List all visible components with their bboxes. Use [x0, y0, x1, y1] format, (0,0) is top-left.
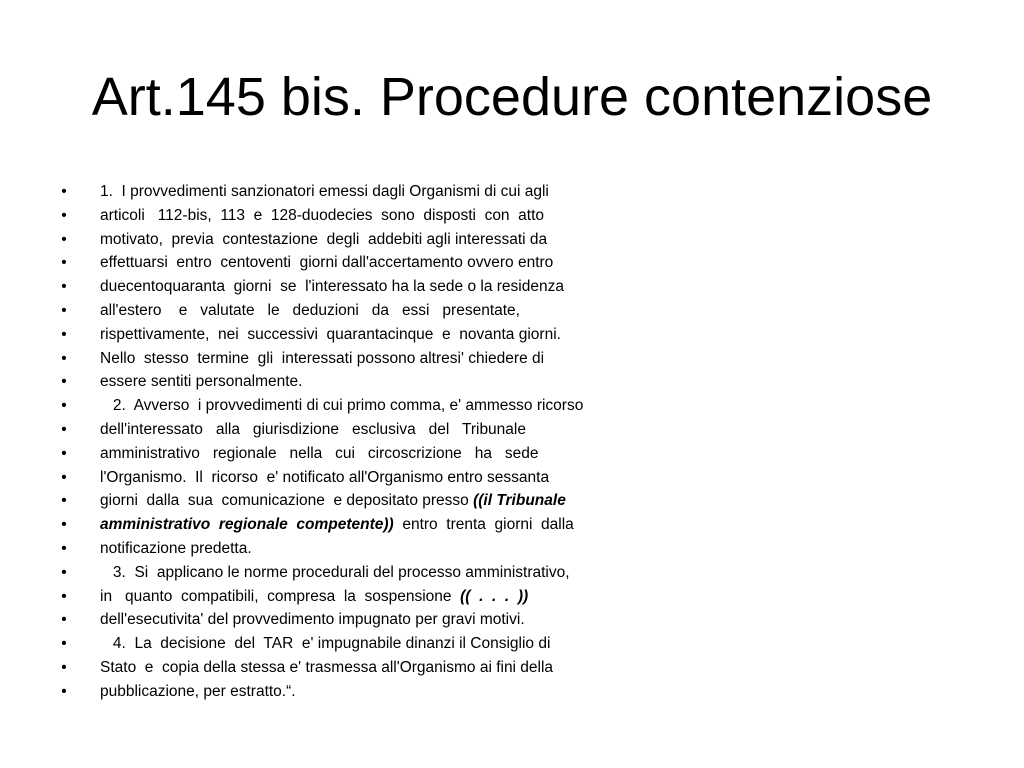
list-item-text	[100, 466, 549, 490]
list-item-text	[100, 680, 296, 704]
bullet-icon: •	[61, 635, 67, 653]
list-item	[58, 299, 758, 323]
bullet-icon: •	[61, 373, 67, 391]
list-item-text	[100, 513, 574, 537]
list-item	[58, 608, 758, 632]
list-item	[58, 489, 758, 513]
list-item	[58, 513, 758, 537]
slide-title: Art.145 bis. Procedure contenziose	[91, 67, 933, 127]
plain-text: all'estero e valutate le deduzioni da essi presentate,	[100, 301, 520, 319]
bullet-icon: •	[61, 444, 67, 462]
bullet-icon: •	[61, 325, 67, 343]
plain-text: amministrativo regionale nella cui circoscrizione ha sede	[100, 444, 539, 462]
bullet-icon: •	[61, 278, 67, 296]
list-item-text	[100, 561, 570, 585]
list-item	[58, 347, 758, 371]
bullet-icon: •	[61, 587, 67, 605]
bullet-icon: •	[61, 492, 67, 510]
list-item	[58, 180, 758, 204]
list-item-text	[100, 180, 549, 204]
list-item-text	[100, 394, 583, 418]
bullet-icon: •	[61, 349, 67, 367]
list-item	[58, 228, 758, 252]
plain-text: duecentoquaranta giorni se l'interessato ha la sede o la residenza	[100, 278, 564, 296]
plain-text: Nello stesso termine gli interessati possono altresi' chiedere di	[100, 349, 545, 367]
bullet-icon: •	[61, 682, 67, 700]
plain-text: motivato, previa contestazione degli addebiti agli interessati da	[100, 230, 548, 248]
list-item	[58, 323, 758, 347]
list-item-text	[100, 656, 553, 680]
list-item	[58, 561, 758, 585]
bullet-icon: •	[61, 563, 67, 581]
bullet-icon: •	[61, 230, 67, 248]
list-item	[58, 442, 758, 466]
list-item	[58, 656, 758, 680]
plain-text: dell'esecutivita' del provvedimento impugnato per gravi motivi.	[100, 611, 525, 629]
plain-text: Stato e copia della stessa e' trasmessa all'Organismo ai fini della	[100, 658, 554, 676]
bullet-icon: •	[61, 539, 67, 557]
list-item-text	[100, 418, 526, 442]
bullet-list	[58, 180, 758, 704]
list-item	[58, 585, 758, 609]
list-item-text	[100, 251, 553, 275]
bullet-icon: •	[61, 516, 67, 534]
bullet-icon: •	[61, 301, 67, 319]
plain-text: l'Organismo. Il ricorso e' notificato all'Organismo entro sessanta	[100, 468, 550, 486]
list-item	[58, 466, 758, 490]
plain-text: 2. Avverso i provvedimenti di cui primo comma, e' ammesso ricorso	[100, 397, 584, 415]
plain-text: in quanto compatibili, compresa la sospensione	[100, 587, 461, 605]
emphasized-text: ((il Tribunale	[473, 492, 566, 510]
list-item	[58, 418, 758, 442]
emphasized-text: amministrativo regionale competente))	[100, 516, 394, 534]
list-item	[58, 275, 758, 299]
list-item-text	[100, 275, 564, 299]
list-item-text	[100, 370, 302, 394]
list-item-text	[100, 632, 550, 656]
bullet-icon: •	[61, 254, 67, 272]
plain-text: notificazione predetta.	[100, 539, 252, 557]
plain-text: effettuarsi entro centoventi giorni dall'accertamento ovvero entro	[100, 254, 554, 272]
list-item	[58, 394, 758, 418]
list-item-text	[100, 228, 547, 252]
plain-text: rispettivamente, nei successivi quarantacinque e novanta giorni.	[100, 325, 561, 343]
bullet-icon: •	[61, 468, 67, 486]
plain-text: 3. Si applicano le norme procedurali del processo amministrativo,	[100, 563, 570, 581]
plain-text: articoli 112-bis, 113 e 128-duodecies sono disposti con atto	[100, 206, 545, 224]
bullet-icon: •	[61, 397, 67, 415]
list-item-text	[100, 537, 252, 561]
plain-text: dell'interessato alla giurisdizione esclusiva del Tribunale	[100, 420, 526, 438]
list-item-text	[100, 608, 525, 632]
bullet-icon: •	[61, 206, 67, 224]
list-item-text	[100, 299, 520, 323]
plain-text: 1. I provvedimenti sanzionatori emessi dagli Organismi di cui agli	[100, 183, 549, 200]
emphasized-text: (( . . . ))	[460, 587, 529, 605]
list-item-text	[100, 323, 561, 347]
plain-text: entro trenta giorni dalla	[393, 516, 574, 534]
plain-text: essere sentiti personalmente.	[100, 373, 303, 391]
list-item	[58, 204, 758, 228]
bullet-icon: •	[61, 611, 67, 629]
list-item-text	[100, 442, 539, 466]
list-item	[58, 632, 758, 656]
list-item	[58, 251, 758, 275]
list-item	[58, 370, 758, 394]
list-item-text	[100, 585, 528, 609]
bullet-icon: •	[61, 420, 67, 438]
list-item	[58, 680, 758, 704]
list-item-text	[100, 489, 566, 513]
plain-text: giorni dalla sua comunicazione e depositato presso	[100, 492, 474, 510]
list-item-text	[100, 347, 544, 371]
bullet-icon: •	[61, 183, 67, 200]
list-item	[58, 537, 758, 561]
plain-text: pubblicazione, per estratto.“.	[100, 682, 296, 700]
list-item-text	[100, 204, 544, 228]
bullet-icon: •	[61, 658, 67, 676]
plain-text: 4. La decisione del TAR e' impugnabile dinanzi il Consiglio di	[100, 635, 551, 653]
